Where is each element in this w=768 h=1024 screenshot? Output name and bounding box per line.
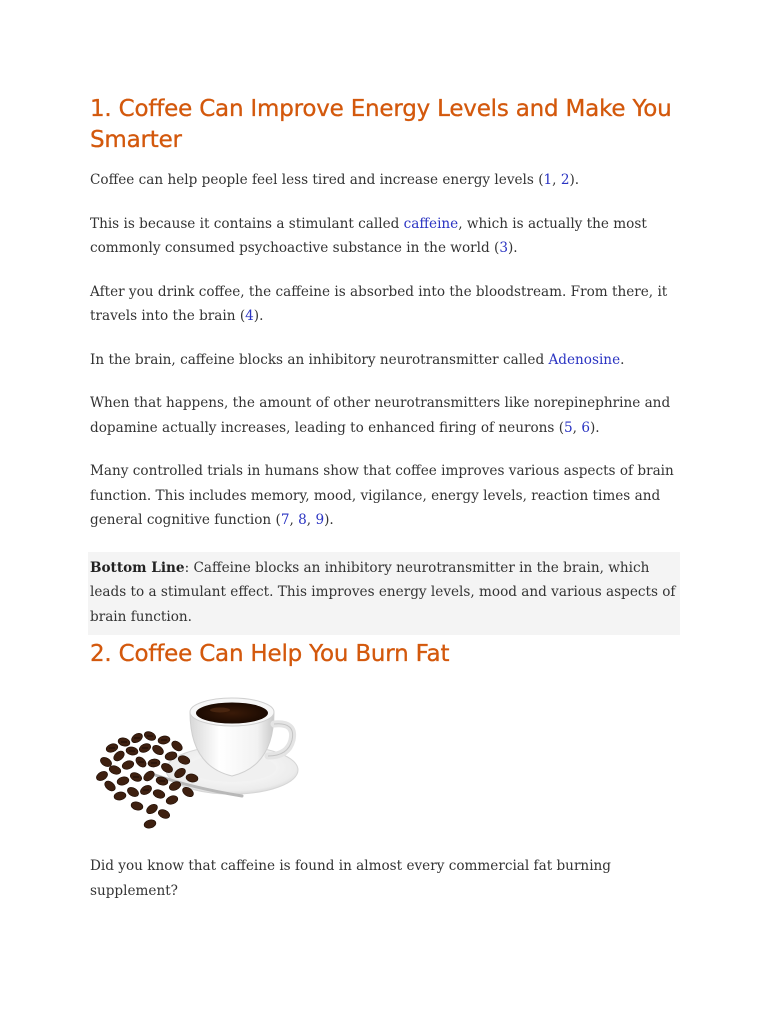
- bottom-line-callout: [88, 552, 680, 636]
- caffeine-link[interactable]: caffeine: [403, 215, 459, 232]
- paragraph-text: When that happens, the amount of other neurotransmitters like norepinephrine and dopamine actually increases, leading to enhanced firing of neurons (: [90, 395, 671, 436]
- citation-link-1[interactable]: 1: [543, 172, 553, 188]
- citation-link-2[interactable]: 2: [560, 172, 570, 188]
- paragraph-text: After you drink coffee, the caffeine is absorbed into the bloodstream. From there, it travels into the brain (: [90, 283, 668, 324]
- citation-link-3[interactable]: 3: [499, 240, 508, 256]
- paragraph-text: Many controlled trials in humans show that coffee improves various aspects of brain function. This includes memory, mood, vigilance, energy levels, reaction times and general cognitive function (: [90, 463, 674, 528]
- paragraph-fat-burning: Did you know that caffeine is found in almost every commercial fat burning supplement?: [90, 858, 611, 899]
- paragraph-energy: [90, 168, 680, 193]
- coffee-cup-with-beans-icon: [92, 678, 302, 838]
- separator: ,: [306, 512, 316, 528]
- citation-link-9[interactable]: 9: [315, 512, 325, 528]
- paragraph-neurotransmitters: [90, 391, 680, 440]
- paragraph-text: , which is actually the most commonly consumed psychoactive substance in the world (: [90, 215, 647, 256]
- paragraph-text: Coffee can help people feel less tired and increase energy levels (: [90, 172, 544, 188]
- paragraph-end: ).: [324, 512, 334, 528]
- paragraph-text: In the brain, caffeine blocks an inhibitory neurotransmitter called: [90, 351, 549, 368]
- paragraph-end: .: [620, 351, 625, 368]
- adenosine-link[interactable]: Adenosine: [548, 351, 621, 368]
- paragraph-adenosine: [90, 348, 680, 373]
- separator: ,: [289, 512, 299, 528]
- paragraph-end: ).: [589, 419, 600, 436]
- paragraph-end: ).: [569, 172, 580, 188]
- paragraph-bloodstream: [90, 280, 680, 329]
- paragraph-text: This is because it contains a stimulant called: [90, 215, 404, 232]
- paragraph-caffeine: [90, 212, 680, 261]
- separator: ,: [572, 419, 582, 436]
- section-1-heading: 1. Coffee Can Improve Energy Levels and Make You Smarter: [90, 96, 672, 153]
- citation-link-6[interactable]: 6: [581, 419, 590, 436]
- citation-link-7[interactable]: 7: [280, 512, 290, 528]
- citation-link-8[interactable]: 8: [298, 512, 307, 528]
- bottom-line-label: Bottom Line: [90, 559, 185, 576]
- bottom-line-text: : Caffeine blocks an inhibitory neurotransmitter in the brain, which leads to a stimulant effect. This improves energy levels, mood and various aspects of brain function.: [90, 559, 676, 625]
- citation-link-4[interactable]: 4: [245, 308, 254, 324]
- paragraph-end: ).: [253, 308, 264, 324]
- separator: ,: [552, 172, 561, 188]
- section-2-heading: 2. Coffee Can Help You Burn Fat: [90, 641, 450, 667]
- paragraph-end: ).: [507, 240, 518, 256]
- citation-link-5[interactable]: 5: [564, 419, 573, 436]
- paragraph-trials: [90, 459, 680, 533]
